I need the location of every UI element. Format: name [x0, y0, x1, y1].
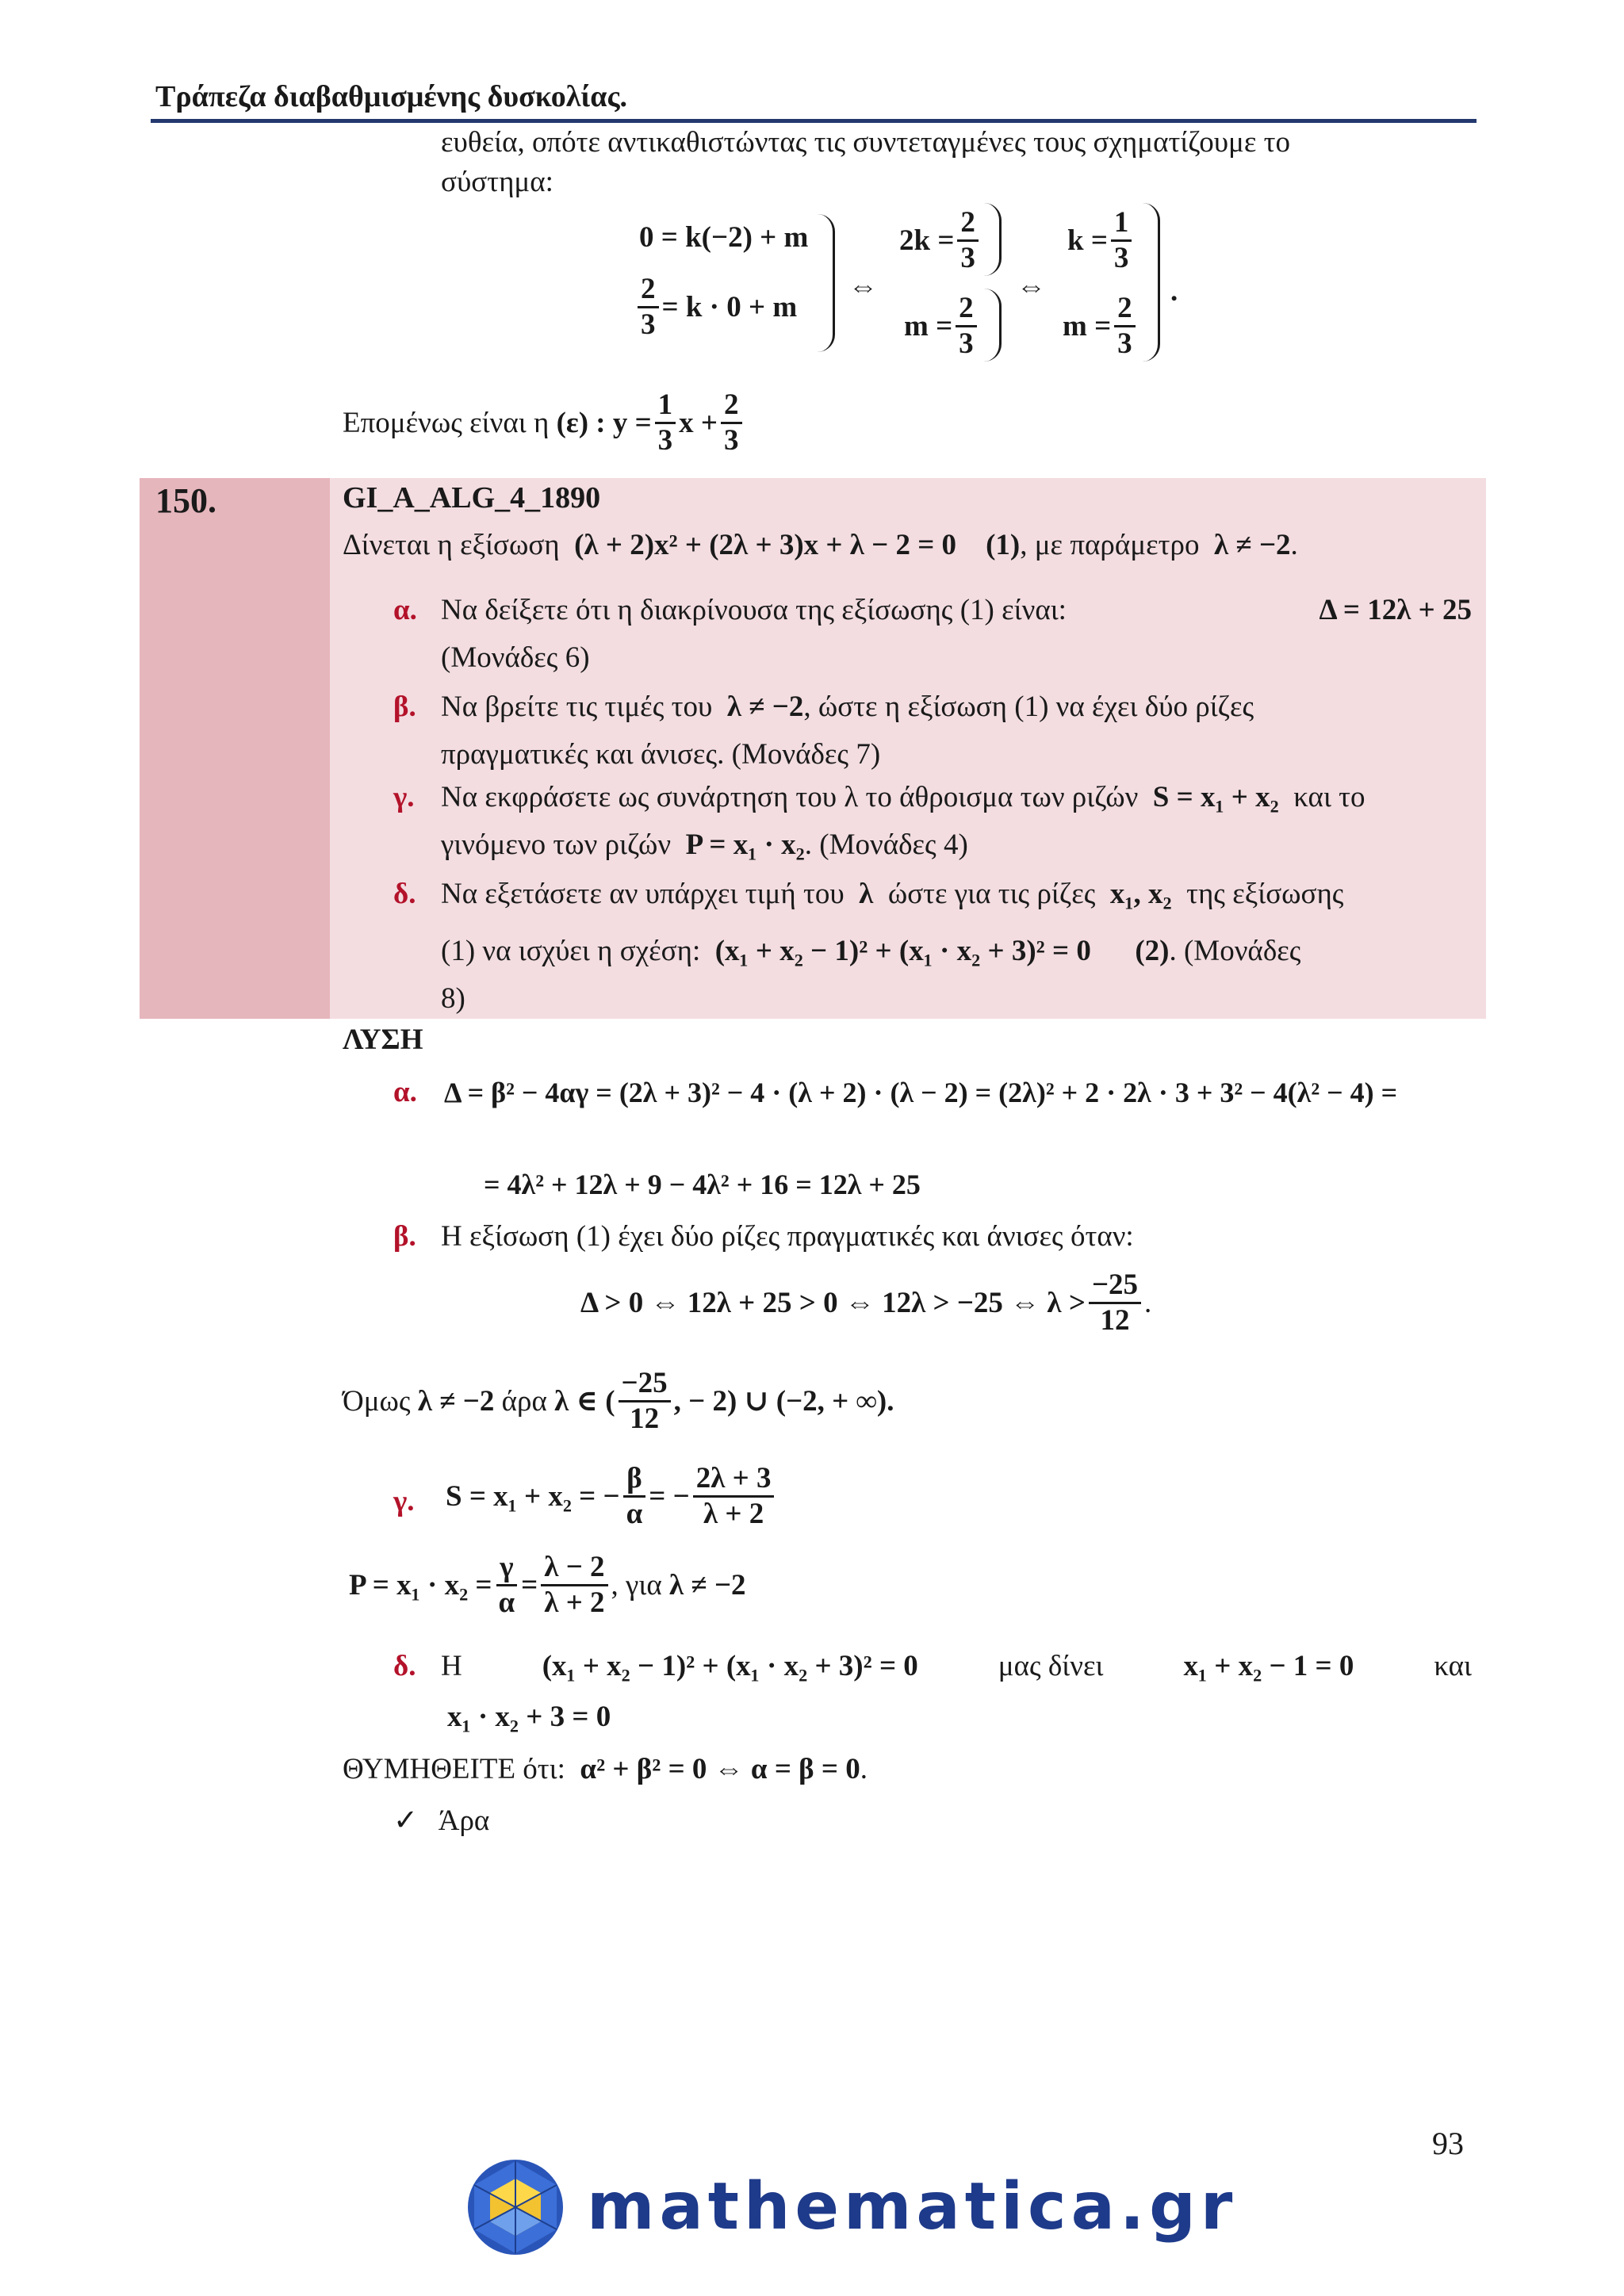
page-header-title: Τράπεζα διαβαθμισμένης δυσκολίας.	[155, 80, 627, 113]
frac-num: 2	[638, 273, 659, 308]
item-b-line1	[441, 688, 1254, 726]
omos-set-pre: λ ∈ (	[554, 1384, 615, 1418]
frac-den: α	[626, 1498, 643, 1530]
intro-conclusion	[343, 388, 745, 457]
item-d-text-c: της εξίσωσης	[1186, 878, 1344, 910]
item-d-math2: (x₁ + x₂ − 1)² + (x₁ · x₂ + 3)² = 0	[714, 935, 1091, 967]
statement-equation: (λ + 2)x² + (2λ + 3)x + λ − 2 = 0	[574, 529, 957, 561]
conclusion-eq: (ε) : y =	[556, 406, 652, 439]
sol-c-P: P = x₁ · x₂ =	[349, 1568, 492, 1601]
item-d-text-e: . (Μονάδες	[1169, 935, 1301, 967]
sol-c-label: γ.	[393, 1485, 415, 1517]
sol-b-ineq: Δ > 0 ⇔ 12λ + 25 > 0 ⇔ 12λ > −25 ⇔ λ >	[580, 1286, 1086, 1319]
system-c3-eq2	[1063, 292, 1139, 361]
sol-a-line2: = 4λ² + 12λ + 9 − 4λ² + 16 = 12λ + 25	[484, 1169, 921, 1200]
frac-num: 1	[1111, 206, 1132, 242]
item-d-ref: (2)	[1135, 935, 1170, 967]
frac-den: α	[498, 1586, 515, 1619]
item-b-text-a: Να βρείτε τις τιμές του	[441, 691, 713, 723]
problem-number-cell	[140, 478, 330, 1019]
problem-code: GI_A_ALG_4_1890	[343, 481, 601, 515]
item-c-line1	[441, 779, 1365, 817]
frac-den: 3	[960, 242, 975, 274]
statement-prefix: Δίνεται η εξίσωση	[343, 529, 560, 561]
sol-d-label: δ.	[393, 1650, 416, 1682]
sol-d-line2: x₁ · x₂ + 3 = 0	[447, 1701, 611, 1733]
frac-den: 12	[1100, 1304, 1130, 1337]
frac-num: 2	[1114, 292, 1136, 327]
system-c1-eq2	[634, 273, 797, 342]
frac-den: λ + 2	[544, 1586, 605, 1619]
system-period: .	[1170, 275, 1178, 308]
c3-eq1-left: k =	[1067, 224, 1108, 257]
remember-eq: α² + β² = 0 ⇔ α = β = 0	[580, 1753, 860, 1785]
item-d-line1	[441, 875, 1343, 913]
sol-b-line2	[580, 1269, 1151, 1337]
item-c-math2: P = x₁ · x₂	[685, 828, 805, 861]
item-a-line1	[441, 591, 1472, 629]
item-d-label: δ.	[393, 878, 416, 910]
sol-ara	[393, 1801, 489, 1840]
sol-a-line1: Δ = β² − 4αγ = (2λ + 3)² − 4 · (λ + 2) · (λ − 2) = (2λ)² + 2 · 2λ · 3 + 3² − 4(λ² − 4) =	[444, 1077, 1398, 1108]
sol-d-H: Η	[441, 1650, 462, 1682]
frac-num: γ	[496, 1551, 516, 1586]
solution-title: ΛΥΣΗ	[343, 1024, 423, 1056]
item-d-math1: λ	[859, 878, 874, 910]
equiv-symbol-2: ⇔	[1017, 270, 1046, 303]
frac-num: 2λ + 3	[693, 1462, 775, 1498]
system-c1-eq1: 0 = k(−2) + m	[639, 221, 809, 254]
frac-num: 2	[957, 206, 979, 242]
item-a-line2: (Μονάδες 6)	[441, 641, 590, 674]
intro-line-2: σύστημα:	[441, 166, 553, 198]
item-a-math: Δ = 12λ + 25	[1319, 594, 1472, 626]
frac-num: 1	[655, 388, 676, 424]
item-c-text-b: και το	[1293, 781, 1365, 813]
mathematica-logo-text: mathematica.gr	[587, 2169, 1238, 2244]
sol-c-eq2: =	[521, 1568, 538, 1601]
frac-den: 3	[1117, 327, 1132, 360]
system-c1-eq2-tail: = k · 0 + m	[661, 291, 798, 323]
frac-den: 3	[959, 327, 974, 360]
omos-cond: λ ≠ −2	[417, 1384, 495, 1418]
item-c-label: γ.	[393, 781, 415, 813]
problem-number: 150.	[155, 481, 216, 520]
sol-remember	[343, 1751, 868, 1789]
item-c-text-c: γινόμενο των ριζών	[441, 828, 672, 861]
c2-eq2-left: m =	[904, 310, 953, 342]
item-d-text-a: Να εξετάσετε αν υπάρχει τιμή του	[441, 878, 845, 910]
sol-b-period: .	[1144, 1286, 1152, 1319]
sol-c-suffix: , για	[611, 1568, 662, 1601]
frac-num: −25	[619, 1367, 671, 1402]
item-b-math: λ ≠ −2	[726, 691, 804, 723]
conclusion-prefix: Επομένως είναι η	[343, 406, 550, 439]
frac-den: 3	[724, 424, 739, 457]
equation-system	[634, 203, 1189, 377]
sol-a-label: α.	[393, 1076, 417, 1108]
item-b-line2: πραγματικές και άνισες. (Μονάδες 7)	[441, 738, 881, 771]
remember-prefix: ΘΥΜΗΘΕΙΤΕ ότι:	[343, 1753, 565, 1785]
item-b-label: β.	[393, 691, 416, 723]
item-c-line2	[441, 826, 968, 864]
equiv-symbol-1: ⇔	[848, 270, 878, 303]
sol-c-eq: = −	[649, 1479, 690, 1513]
problem-statement: Δίνεται η εξίσωση (λ + 2)x² + (2λ + 3)x + λ − 2 = 0 (1), με παράμετρο λ ≠ −2.	[343, 529, 1298, 561]
frac-den: 12	[630, 1402, 660, 1435]
omos-mid: άρα	[501, 1384, 547, 1418]
frac-num: 2	[721, 388, 742, 424]
ara-text: Άρα	[438, 1804, 490, 1837]
sol-c-sum	[446, 1462, 777, 1531]
page-number: 93	[1432, 2126, 1464, 2161]
frac-num: λ − 2	[541, 1551, 607, 1586]
item-c-text-d: . (Μονάδες 4)	[804, 828, 968, 861]
sol-c-S: S = x₁ + x₂ = −	[446, 1479, 620, 1513]
sol-omos	[343, 1367, 894, 1436]
system-c3-eq1	[1067, 206, 1135, 275]
sol-b-label: β.	[393, 1220, 416, 1253]
item-d-text-d: (1) να ισχύει η σχέση:	[441, 935, 701, 967]
frac-num: β	[623, 1462, 645, 1498]
sol-c-cond: λ ≠ −2	[668, 1568, 746, 1601]
sol-b-line1: Η εξίσωση (1) έχει δύο ρίζες πραγματικές και άνισες όταν:	[441, 1220, 1134, 1253]
item-a-label: α.	[393, 594, 417, 626]
item-a-text: Να δείξετε ότι η διακρίνουσα της εξίσωσης (1) είναι:	[441, 594, 1067, 626]
sol-d-gives: μας δίνει	[998, 1650, 1104, 1682]
frac-den: 3	[657, 424, 673, 457]
sol-d-eq2: x₁ + x₂ − 1 = 0	[1183, 1650, 1354, 1682]
sol-d-line1	[441, 1647, 1472, 1686]
conclusion-x: x +	[679, 406, 718, 439]
item-b-text-b: , ώστε η εξίσωση (1) να έχει δύο ρίζες	[803, 691, 1254, 723]
frac-den: λ + 2	[703, 1498, 764, 1530]
frac-num: −25	[1089, 1269, 1141, 1304]
system-c2-eq1	[899, 206, 982, 275]
sol-d-eq: (x₁ + x₂ − 1)² + (x₁ · x₂ + 3)² = 0	[542, 1650, 918, 1682]
frac-den: 3	[641, 308, 656, 341]
omos-set-post: , − 2) ∪ (−2, + ∞).	[673, 1384, 894, 1418]
item-d-line3: 8)	[441, 982, 465, 1015]
item-d-line2	[441, 932, 1300, 970]
item-c-math1: S = x₁ + x₂	[1152, 781, 1279, 813]
statement-suffix: , με παράμετρο	[1020, 529, 1200, 561]
item-c-text-a: Να εκφράσετε ως συνάρτηση του λ το άθροισμα των ριζών	[441, 781, 1139, 813]
c3-eq2-left: m =	[1063, 310, 1112, 342]
remember-period: .	[860, 1753, 868, 1785]
item-d-math1b: x₁, x₂	[1109, 878, 1172, 910]
mathematica-logo-icon	[465, 2156, 566, 2258]
frac-num: 2	[956, 292, 977, 327]
item-d-text-b: ώστε για τις ρίζες	[887, 878, 1096, 910]
c2-eq1-left: 2k =	[899, 224, 955, 257]
frac-den: 3	[1113, 242, 1129, 274]
omos-prefix: Όμως	[343, 1384, 411, 1418]
check-mark-icon: ✓	[393, 1803, 419, 1837]
statement-param: λ ≠ −2	[1213, 529, 1291, 561]
statement-ref: (1)	[986, 529, 1021, 561]
intro-line-1: ευθεία, οπότε αντικαθιστώντας τις συντεταγμένες τους σχηματίζουμε το	[441, 126, 1291, 159]
sol-c-product	[349, 1551, 746, 1620]
sol-d-and: και	[1434, 1650, 1472, 1682]
header-rule	[151, 119, 1477, 123]
system-c2-eq2	[904, 292, 980, 361]
